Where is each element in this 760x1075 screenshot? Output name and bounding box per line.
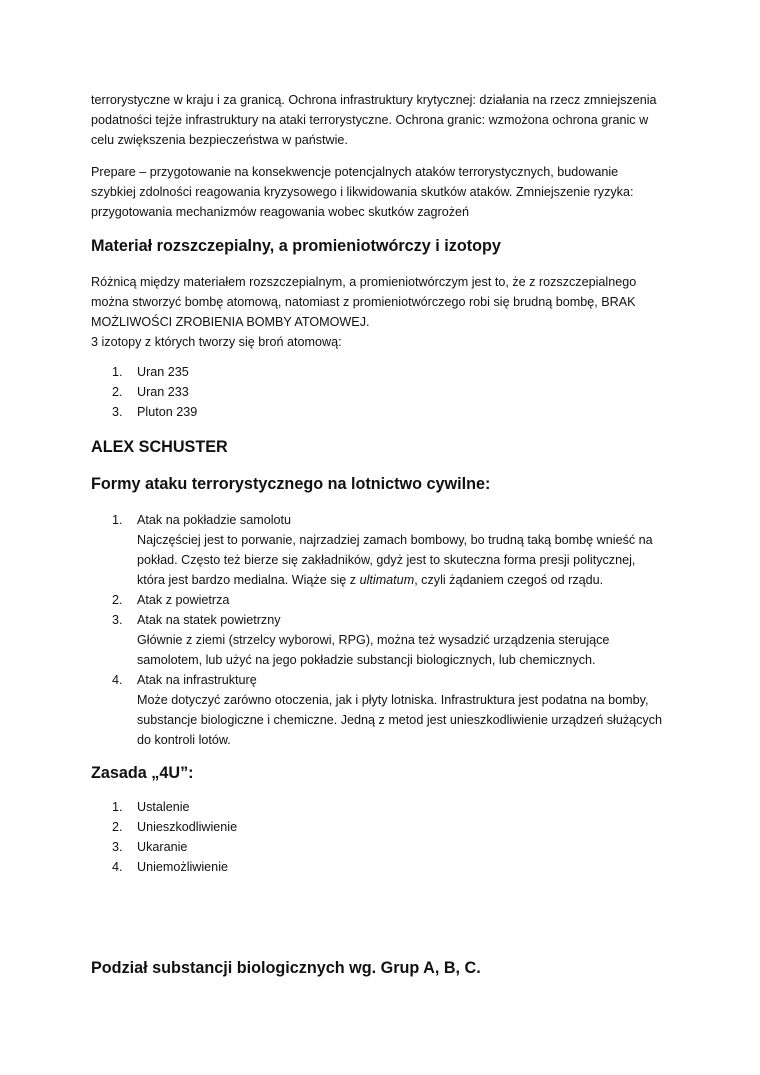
rule-4u-list [91,797,681,877]
list-item-label: Ukaranie [137,840,188,854]
paragraph-material [91,272,681,352]
list-item-text [137,570,681,590]
list-number: 3. [112,613,123,627]
text-line: Prepare – przygotowanie na konsekwencje potencjalnych ataków terrorystycznych, budowanie [91,165,619,179]
heading-4u-rule: Zasada „4U”: [91,764,194,782]
text-line: Różnicą między materiałem rozszczepialnym, a promieniotwórczym jest to, że z rozszczepialnego [91,275,637,289]
list-number: 3. [112,840,123,854]
emphasis-text: ultimatum [359,573,415,587]
heading-attack-forms: Formy ataku terrorystycznego na lotnictwo cywilne: [91,475,491,493]
text-line: MOŻLIWOŚCI ZROBIENIA BOMBY ATOMOWEJ. [91,315,370,329]
list-item [91,797,681,817]
list-item-text: Może dotyczyć zarówno otoczenia, jak i płyty lotniska. Infrastruktura jest podatna na bomby, [137,693,649,707]
text-span: która jest bardzo medialna. Wiąże się z [137,573,360,587]
list-item-title: Atak na statek powietrzny [137,613,281,627]
list-item [91,610,681,670]
list-item-label: Uniemożliwienie [137,860,228,874]
list-number: 1. [112,513,123,527]
paragraph-prepare [91,162,681,222]
paragraph-protection [91,90,681,150]
list-item [91,402,681,422]
list-number: 2. [112,820,123,834]
list-number: 4. [112,673,123,687]
text-line: terrorystyczne w kraju i za granicą. Ochrona infrastruktury krytycznej: działania na rzecz zmniejszenia [91,93,657,107]
list-item-label: Unieszkodliwienie [137,820,238,834]
list-item [91,382,681,402]
list-item [91,510,681,590]
list-item [91,837,681,857]
list-item-text: substancje biologiczne i chemiczne. Jedną z metod jest unieszkodliwienie urządzeń służących [137,713,663,727]
text-span: , czyli żądaniem czegoś od rządu. [414,573,604,587]
text-line: 3 izotopy z których tworzy się broń atomową: [91,335,342,349]
list-item [91,817,681,837]
attack-forms-list [91,510,681,750]
list-item-label: Pluton 239 [137,405,198,419]
list-number: 2. [112,385,123,399]
list-item [91,362,681,382]
list-item-text: Najczęściej jest to porwanie, najrzadziej zamach bombowy, bo trudną taką bombę wnieść na [137,533,653,547]
list-item-text: Głównie z ziemi (strzelcy wyborowi, RPG), można też wysadzić urządzenia sterujące [137,633,610,647]
list-item-label: Uran 233 [137,385,189,399]
heading-material: Materiał rozszczepialny, a promieniotwórczy i izotopy [91,237,501,255]
text-line: szybkiej zdolności reagowania kryzysowego i likwidowania skutków ataków. Zmniejszenie ryzyka: [91,185,634,199]
text-line: przygotowania mechanizmów reagowania wobec skutków zagrożeń [91,205,470,219]
list-item [91,590,681,610]
list-number: 3. [112,405,123,419]
list-item [91,670,681,750]
list-item-label: Ustalenie [137,800,190,814]
list-item-text: do kontroli lotów. [137,733,231,747]
isotope-list [91,362,681,422]
heading-author: ALEX SCHUSTER [91,438,228,456]
list-number: 1. [112,800,123,814]
list-item-text: pokład. Często też bierze się zakładników, gdyż jest to skuteczna forma presji politycznej, [137,553,636,567]
list-item-title: Atak z powietrza [137,593,230,607]
list-item-title: Atak na infrastrukturę [137,673,257,687]
heading-biological: Podział substancji biologicznych wg. Grup A, B, C. [91,959,481,977]
text-line: celu zwiększenia bezpieczeństwa w państwie. [91,133,348,147]
text-line: można stworzyć bombę atomową, natomiast z promieniotwórczego robi się brudną bombę, BRAK [91,295,636,309]
list-number: 1. [112,365,123,379]
text-line: podatności tejże infrastruktury na ataki terrorystyczne. Ochrona granic: wzmożona ochrona granic w [91,113,649,127]
list-item-label: Uran 235 [137,365,189,379]
list-number: 2. [112,593,123,607]
list-item [91,857,681,877]
list-item-title: Atak na pokładzie samolotu [137,513,292,527]
list-item-text: samolotem, lub użyć na jego pokładzie substancji biologicznych, lub chemicznych. [137,653,596,667]
list-number: 4. [112,860,123,874]
